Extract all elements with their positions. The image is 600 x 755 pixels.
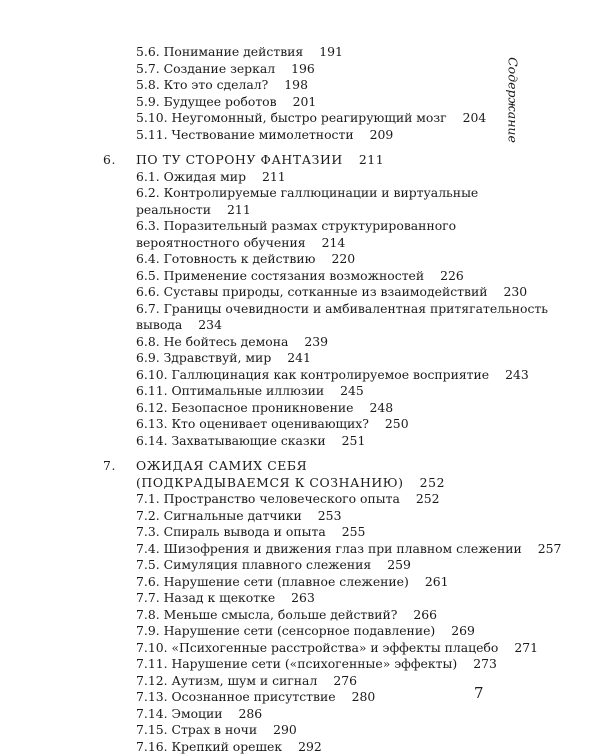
page-ref: 255: [342, 524, 366, 539]
page-ref: 209: [370, 127, 394, 142]
toc-entry: 5.9. Будущее роботов 201: [103, 94, 523, 111]
toc-entry: 5.8. Кто это сделал? 198: [103, 77, 523, 94]
toc-entry: 7.4. Шизофрения и движения глаз при плавном слежении 257: [103, 541, 523, 558]
page-ref: 191: [319, 44, 343, 59]
page-ref: 276: [333, 673, 357, 688]
page-ref: 226: [440, 268, 464, 283]
toc-entry: 6.13. Кто оценивает оценивающих? 250: [103, 416, 523, 433]
toc-entry: 7.15. Страх в ночи 290: [103, 722, 523, 739]
toc-entry-continuation: вероятностного обучения 214: [103, 235, 523, 252]
page-number: 7: [474, 684, 484, 702]
page-ref: 211: [227, 202, 251, 217]
chapter-heading-continuation: (ПОДКРАДЫВАЕМСЯ К СОЗНАНИЮ) 252: [103, 475, 523, 492]
page-ref: 290: [273, 722, 297, 737]
toc-entry: 6.3. Поразительный размах структурированного: [103, 218, 523, 235]
toc-entry: 5.6. Понимание действия 191: [103, 44, 523, 61]
chapter-heading: [103, 152, 523, 169]
toc-entry: 7.16. Крепкий орешек 292: [103, 739, 523, 755]
toc-entry: 7.1. Пространство человеческого опыта 252: [103, 491, 523, 508]
toc-entry: 6.14. Захватывающие сказки 251: [103, 433, 523, 450]
toc-entry-continuation: реальности 211: [103, 202, 523, 219]
toc-entry: 5.7. Создание зеркал 196: [103, 61, 523, 78]
toc-entry: 7.11. Нарушение сети («психогенные» эффекты) 273: [103, 656, 523, 673]
page-ref: 245: [340, 383, 364, 398]
page-ref: 273: [473, 656, 497, 671]
toc-entry: 5.10. Неугомонный, быстро реагирующий мозг 204: [103, 110, 523, 127]
page-ref: 251: [342, 433, 366, 448]
table-of-contents: [103, 44, 523, 755]
page-ref: 269: [451, 623, 475, 638]
toc-entry: 6.9. Здравствуй, мир 241: [103, 350, 523, 367]
page-ref: 196: [291, 61, 315, 76]
toc-entry: 7.3. Спираль вывода и опыта 255: [103, 524, 523, 541]
page-ref: 198: [284, 77, 308, 92]
toc-entry: 7.6. Нарушение сети (плавное слежение) 261: [103, 574, 523, 591]
page-ref: 252: [416, 491, 440, 506]
toc-entry: 6.2. Контролируемые галлюцинации и виртуальные: [103, 185, 523, 202]
page-ref: 253: [318, 508, 342, 523]
toc-entry: 6.1. Ожидая мир 211: [103, 169, 523, 186]
page-ref: 261: [425, 574, 449, 589]
toc-entry: 6.5. Применение состязания возможностей 226: [103, 268, 523, 285]
toc-entry: 7.14. Эмоции 286: [103, 706, 523, 723]
toc-entry: 6.6. Суставы природы, сотканные из взаимодействий 230: [103, 284, 523, 301]
page-ref: 201: [293, 94, 317, 109]
page-ref: 266: [413, 607, 437, 622]
page-ref: 286: [239, 706, 263, 721]
chapter-title: ПО ТУ СТОРОНУ ФАНТАЗИИ: [136, 152, 343, 167]
toc-entry: 6.11. Оптимальные иллюзии 245: [103, 383, 523, 400]
page-ref: 263: [291, 590, 315, 605]
toc-entry: 5.11. Чествование мимолетности 209: [103, 127, 523, 144]
page-ref: 239: [304, 334, 328, 349]
page-ref: 271: [514, 640, 538, 655]
chapter-title: ОЖИДАЯ САМИХ СЕБЯ: [136, 458, 307, 473]
toc-entry: 7.5. Симуляция плавного слежения 259: [103, 557, 523, 574]
page-ref: 292: [298, 739, 322, 754]
toc-entry: 6.12. Безопасное проникновение 248: [103, 400, 523, 417]
running-head-text: Содержание: [506, 57, 521, 143]
toc-entry: 6.7. Границы очевидности и амбивалентная притягательность: [103, 301, 523, 318]
page-ref: 234: [198, 317, 222, 332]
toc-entry: 6.10. Галлюцинация как контролируемое восприятие 243: [103, 367, 523, 384]
toc-entry: 7.2. Сигнальные датчики 253: [103, 508, 523, 525]
page-ref: 252: [420, 475, 445, 490]
page-ref: 204: [463, 110, 487, 125]
page-ref: 211: [262, 169, 286, 184]
toc-entry: 7.10. «Психогенные расстройства» и эффекты плацебо 271: [103, 640, 523, 657]
toc-entry: 7.13. Осознанное присутствие 280: [103, 689, 523, 706]
toc-entry: 6.4. Готовность к действию 220: [103, 251, 523, 268]
toc-entry: 7.8. Меньше смысла, больше действий? 266: [103, 607, 523, 624]
page-ref: 211: [359, 152, 384, 167]
chapter-number: 6.: [103, 152, 136, 169]
toc-entry-continuation: вывода 234: [103, 317, 523, 334]
page-ref: 241: [287, 350, 311, 365]
toc-entry: 6.8. Не бойтесь демона 239: [103, 334, 523, 351]
page-ref: 243: [505, 367, 529, 382]
page-ref: 250: [385, 416, 409, 431]
page-ref: 248: [369, 400, 393, 415]
toc-entry: 7.12. Аутизм, шум и сигнал 276: [103, 673, 523, 690]
page-ref: 259: [387, 557, 411, 572]
page-ref: 220: [331, 251, 355, 266]
chapter-number: 7.: [103, 458, 136, 475]
page-ref: 214: [322, 235, 346, 250]
chapter-heading: [103, 458, 523, 475]
toc-entry: 7.9. Нарушение сети (сенсорное подавление) 269: [103, 623, 523, 640]
page-ref: 230: [504, 284, 528, 299]
toc-entry: 7.7. Назад к щекотке 263: [103, 590, 523, 607]
page-ref: 280: [352, 689, 376, 704]
page-ref: 257: [538, 541, 562, 556]
